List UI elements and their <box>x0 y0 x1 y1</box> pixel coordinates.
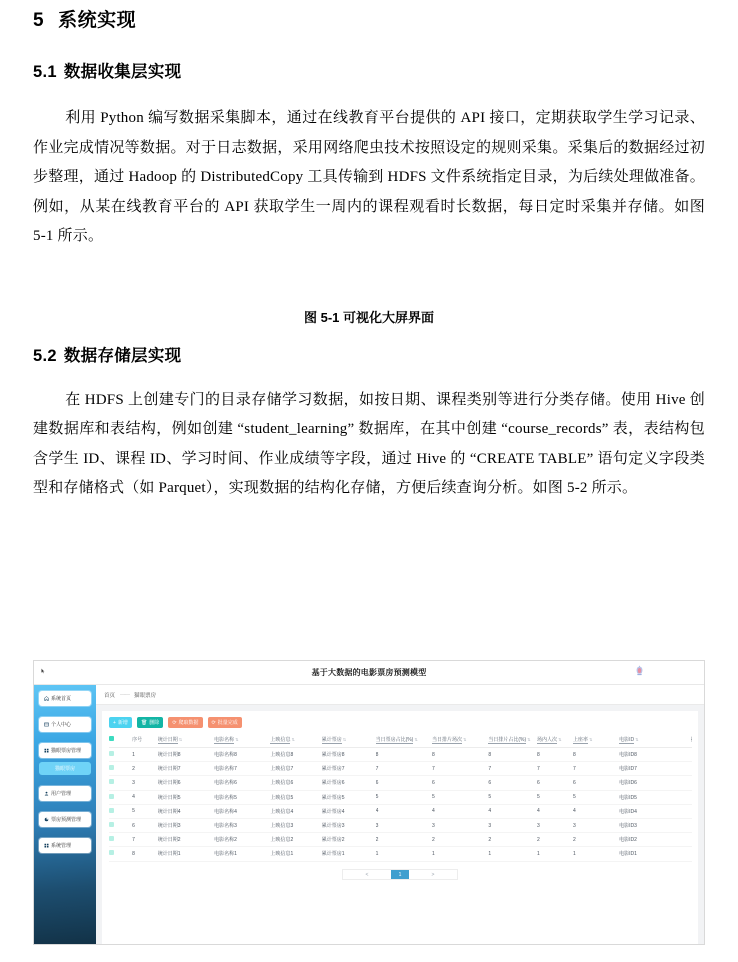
cell-day-shows: 2 <box>432 833 488 847</box>
sidebar-item-system-management[interactable] <box>39 838 91 853</box>
cell-no: 3 <box>132 776 158 790</box>
table-row <box>109 748 691 762</box>
column-header-day-show-ratio[interactable] <box>488 736 537 748</box>
column-label: 电影名称 <box>214 737 235 743</box>
cell-day-shows: 3 <box>432 818 488 832</box>
column-label: 当日排片场次 <box>431 737 462 743</box>
section-heading-5-2 <box>33 342 705 370</box>
cell-day-shows: 1 <box>432 847 488 861</box>
table-row <box>109 804 691 818</box>
cell-day-show-ratio: 7 <box>488 762 537 776</box>
section-title-5-1: 数据收集层实现 <box>63 63 182 81</box>
cell-seat-rate: 6 <box>573 776 619 790</box>
cell-no: 7 <box>132 833 158 847</box>
sidebar-item-profile[interactable] <box>39 717 91 732</box>
column-header-stat-date[interactable] <box>158 736 214 748</box>
row-checkbox[interactable] <box>109 850 114 855</box>
table-header-row <box>109 736 691 748</box>
section-number-5-1: 5.1 <box>33 63 57 81</box>
table-header <box>109 736 691 748</box>
table-row <box>109 818 691 832</box>
chart-icon <box>44 817 49 822</box>
cell-movie-id: 电影ID6 <box>619 776 691 790</box>
add-button[interactable] <box>109 717 132 728</box>
sort-caret-icon: ⇅ <box>342 737 347 742</box>
cell-movie-name: 电影名称1 <box>214 847 270 861</box>
check-icon: ⟳ <box>211 719 216 726</box>
sort-caret-icon: ⇅ <box>635 737 639 742</box>
cell-day-shows: 6 <box>432 776 488 790</box>
cell-day-box-ratio: 7 <box>376 762 432 776</box>
table-row <box>109 847 691 861</box>
row-checkbox-cell[interactable] <box>109 762 132 776</box>
cell-total-box: 累计票房3 <box>322 818 376 832</box>
cell-audience: 3 <box>537 818 573 832</box>
cell-seat-rate: 2 <box>573 833 619 847</box>
cell-release-info: 上映信息7 <box>270 762 321 776</box>
row-checkbox-cell[interactable] <box>109 748 132 762</box>
paragraph-5-1-text: 利用 Python 编写数据采集脚本，通过在线教育平台提供的 API 接口，定期获取学生学习记录、作业完成情况等数据。对于日志数据，采用网络爬虫技术按照设定的规则采集。采集后的数据经过初步整理，通过 Hadoop 的 DistributedCopy 工具传输到 HDFS 文件系统指定目录，为后续处理做准备。例如，从某在线教育平台的 API 获取学生一周内的课程观看时长数据，每日定时采集并存储。如图 5-1 所示。 <box>33 110 705 244</box>
cell-seat-rate: 5 <box>573 790 619 804</box>
cell-movie-name: 电影名称3 <box>214 818 270 832</box>
sort-caret-icon: ⇅ <box>588 737 593 742</box>
breadcrumb <box>96 685 704 705</box>
sidebar-item-user-management[interactable] <box>39 786 91 801</box>
cell-seat-rate: 1 <box>573 847 619 861</box>
row-checkbox[interactable] <box>109 822 114 827</box>
cell-movie-name: 电影名称2 <box>214 833 270 847</box>
cell-audience: 6 <box>537 776 573 790</box>
cell-stat-date: 统计日期8 <box>158 748 214 762</box>
cell-stat-date: 统计日期7 <box>158 762 214 776</box>
sidebar-item-maoyan-box-office-active[interactable] <box>39 762 91 775</box>
cell-day-box-ratio: 2 <box>376 833 432 847</box>
cell-day-shows: 8 <box>432 748 488 762</box>
column-header-seat-rate[interactable] <box>573 736 619 748</box>
sort-caret-icon: ⇅ <box>527 737 531 742</box>
cell-release-info: 上映信息3 <box>270 818 321 832</box>
paragraph-5-2-text: 在 HDFS 上创建专门的目录存储学习数据，如按日期、课程类别等进行分类存储。使用 Hive 创建数据库和表结构，例如创建 “student_learning” 数据库，在其中创建 “course_records” 表，表结构包含学生 ID、课程 ID、学习时间、作业成绩等字段，通过 Hive 的 “CREATE TABLE” 语句定义字段类型和存储格式（如 Parquet），实现数据的结构化存储，方便后续查询分析。如图 5-2 所示。 <box>33 391 705 496</box>
box-office-table <box>109 736 691 862</box>
breadcrumb-home[interactable]: 首页 <box>104 692 116 699</box>
delete-button-label: 删除 <box>149 720 160 726</box>
section-number-5-2: 5.2 <box>33 346 57 365</box>
cell-audience: 7 <box>537 762 573 776</box>
cell-day-shows: 7 <box>432 762 488 776</box>
cell-day-show-ratio: 8 <box>488 748 537 762</box>
column-label: 当日票房占比(%) <box>375 737 414 743</box>
embedded-app-screenshot <box>33 660 705 945</box>
row-checkbox[interactable] <box>109 836 114 841</box>
content-panel <box>102 711 698 944</box>
sidebar-item-prediction-management[interactable] <box>39 812 91 827</box>
cell-stat-date: 统计日期6 <box>158 776 214 790</box>
table-row <box>109 762 691 776</box>
app-main <box>96 685 704 944</box>
cell-movie-id: 电影ID2 <box>619 833 691 847</box>
cell-stat-date: 统计日期1 <box>158 847 214 861</box>
column-header-movie-id[interactable] <box>619 736 691 748</box>
cell-movie-name: 电影名称7 <box>214 762 270 776</box>
cell-seat-rate: 8 <box>573 748 619 762</box>
cell-seat-rate: 7 <box>573 762 619 776</box>
plus-icon: + <box>113 719 116 726</box>
cell-movie-name: 电影名称6 <box>214 776 270 790</box>
cell-audience: 5 <box>537 790 573 804</box>
app-sidebar <box>34 685 96 944</box>
sidebar-item-label: 猫眼票房管理 <box>51 748 82 754</box>
sidebar-item-label: 个人中心 <box>51 722 72 728</box>
table-body <box>109 748 691 862</box>
home-icon <box>44 696 49 701</box>
column-label: 累计票房 <box>321 737 342 743</box>
cell-release-info: 上映信息6 <box>270 776 321 790</box>
column-header-total-box[interactable] <box>322 736 376 748</box>
cell-total-box: 累计票房2 <box>322 833 376 847</box>
column-label: 场内人次 <box>537 737 558 743</box>
section-heading-5-1 <box>33 58 705 86</box>
cell-day-box-ratio: 3 <box>376 818 432 832</box>
column-header-no: 序号 <box>132 736 158 748</box>
add-button-label: 新增 <box>117 720 128 726</box>
app-title: 基于大数据的电影票房预测模型 <box>311 668 427 677</box>
cell-seat-rate: 4 <box>573 804 619 818</box>
batch-button-label: 批量完成 <box>217 720 238 726</box>
row-checkbox-cell[interactable] <box>109 818 132 832</box>
cell-movie-id: 电影ID3 <box>619 818 691 832</box>
cell-movie-id: 电影ID5 <box>619 790 691 804</box>
cell-movie-id: 电影ID7 <box>619 762 691 776</box>
row-checkbox-cell[interactable] <box>109 847 132 861</box>
row-checkbox-cell[interactable] <box>109 833 132 847</box>
column-label: 上座率 <box>572 737 588 743</box>
cell-stat-date: 统计日期5 <box>158 790 214 804</box>
grid-icon <box>44 748 49 753</box>
row-checkbox[interactable] <box>109 808 114 813</box>
row-checkbox[interactable] <box>109 794 114 799</box>
cell-day-show-ratio: 1 <box>488 847 537 861</box>
row-checkbox-cell[interactable] <box>109 790 132 804</box>
cell-total-box: 累计票房7 <box>322 762 376 776</box>
pagination-next[interactable]: > <box>431 871 435 878</box>
cell-audience: 1 <box>537 847 573 861</box>
cell-total-box: 累计票房4 <box>322 804 376 818</box>
column-header-movie-name[interactable] <box>214 736 270 748</box>
cell-no: 5 <box>132 804 158 818</box>
pagination-page-1[interactable]: 1 <box>391 870 409 879</box>
cell-day-show-ratio: 4 <box>488 804 537 818</box>
row-checkbox-cell[interactable] <box>109 804 132 818</box>
cell-day-shows: 5 <box>432 790 488 804</box>
cell-total-box: 累计票房5 <box>322 790 376 804</box>
sidebar-item-label: 猫眼票房 <box>54 766 75 772</box>
cell-total-box: 累计票房1 <box>322 847 376 861</box>
cell-release-info: 上映信息4 <box>270 804 321 818</box>
cell-release-info: 上映信息1 <box>270 847 321 861</box>
cell-day-box-ratio: 5 <box>376 790 432 804</box>
cell-movie-id: 电影ID4 <box>619 804 691 818</box>
paragraph-5-2 <box>33 386 705 504</box>
sidebar-item-label: 系统管理 <box>51 843 72 849</box>
row-checkbox[interactable] <box>109 779 114 784</box>
pagination <box>109 862 691 888</box>
column-header-day-box-ratio[interactable] <box>376 736 432 748</box>
cell-no: 6 <box>132 818 158 832</box>
sort-caret-icon: ⇅ <box>291 737 295 742</box>
cell-release-info: 上映信息2 <box>270 833 321 847</box>
breadcrumb-current: 猫眼票房 <box>134 692 157 699</box>
table-row <box>109 833 691 847</box>
cell-no: 1 <box>132 748 158 762</box>
cell-stat-date: 统计日期4 <box>158 804 214 818</box>
chapter-heading <box>33 0 705 36</box>
select-all-checkbox[interactable] <box>109 736 114 741</box>
row-checkbox[interactable] <box>109 751 114 756</box>
breadcrumb-separator: —— <box>120 691 130 698</box>
cell-stat-date: 统计日期3 <box>158 818 214 832</box>
pagination-prev[interactable]: < <box>365 871 369 878</box>
sidebar-item-label: 系统首页 <box>51 696 72 702</box>
cell-movie-id: 电影ID1 <box>619 847 691 861</box>
grid-icon <box>44 843 49 848</box>
sort-caret-icon: ⇅ <box>235 737 239 742</box>
cell-day-show-ratio: 3 <box>488 818 537 832</box>
select-all-header[interactable] <box>109 736 132 748</box>
user-avatar-icon[interactable] <box>633 665 646 680</box>
sidebar-item-label: 票房预测管理 <box>51 817 82 823</box>
sort-caret-icon: ⇅ <box>178 737 183 742</box>
cell-audience: 4 <box>537 804 573 818</box>
row-checkbox[interactable] <box>109 765 114 770</box>
cell-stat-date: 统计日期2 <box>158 833 214 847</box>
pagination-box <box>342 869 458 880</box>
person-icon <box>44 791 49 796</box>
cell-total-box: 累计票房6 <box>322 776 376 790</box>
sidebar-item-label: 用户管理 <box>51 791 72 797</box>
cell-day-box-ratio: 1 <box>376 847 432 861</box>
cell-day-box-ratio: 8 <box>376 748 432 762</box>
user-card-icon <box>44 722 49 727</box>
column-label: 统计日期 <box>157 737 178 743</box>
section-title-5-2: 数据存储层实现 <box>63 346 182 365</box>
column-header-release-info[interactable] <box>270 736 321 748</box>
figure-caption-5-1: 图 5-1 可视化大屏界面 <box>303 309 434 325</box>
table-row <box>109 790 691 804</box>
sidebar-item-maoyan-box-office-mgmt[interactable] <box>39 743 91 758</box>
column-label: 电影ID <box>619 737 635 743</box>
paragraph-5-1 <box>33 104 705 252</box>
cell-day-shows: 4 <box>432 804 488 818</box>
cell-no: 2 <box>132 762 158 776</box>
cell-release-info: 上映信息8 <box>270 748 321 762</box>
sidebar-item-home[interactable] <box>39 691 91 706</box>
cell-movie-name: 电影名称8 <box>214 748 270 762</box>
cell-day-show-ratio: 6 <box>488 776 537 790</box>
crawl-data-button[interactable] <box>168 717 202 728</box>
cell-movie-name: 电影名称4 <box>214 804 270 818</box>
sort-caret-icon: ⇅ <box>558 737 562 742</box>
row-checkbox-cell[interactable] <box>109 776 132 790</box>
cell-no: 4 <box>132 790 158 804</box>
column-header-audience[interactable] <box>537 736 573 748</box>
chapter-title: 系统实现 <box>58 10 137 31</box>
crawl-button-label: 爬取数据 <box>178 720 199 726</box>
cell-audience: 2 <box>537 833 573 847</box>
batch-complete-button[interactable] <box>208 717 242 728</box>
table-row <box>109 776 691 790</box>
trash-icon: 🗑 <box>140 719 148 726</box>
cell-day-show-ratio: 5 <box>488 790 537 804</box>
sort-caret-icon: ⇅ <box>414 737 418 742</box>
refresh-icon: ⟳ <box>172 719 177 726</box>
cell-release-info: 上映信息5 <box>270 790 321 804</box>
cell-audience: 8 <box>537 748 573 762</box>
cell-total-box: 累计票房8 <box>322 748 376 762</box>
table-toolbar <box>109 717 691 728</box>
cell-movie-id: 电影ID8 <box>619 748 691 762</box>
column-label: 上映信息 <box>270 737 291 743</box>
cell-day-box-ratio: 6 <box>376 776 432 790</box>
cell-day-box-ratio: 4 <box>376 804 432 818</box>
cell-movie-name: 电影名称5 <box>214 790 270 804</box>
column-label: 当日排片占比(%) <box>488 737 527 743</box>
chapter-number: 5 <box>33 10 45 31</box>
cell-seat-rate: 3 <box>573 818 619 832</box>
column-header-day-shows[interactable] <box>432 736 488 748</box>
app-header <box>34 661 704 685</box>
app-body <box>34 685 704 944</box>
cell-no: 8 <box>132 847 158 861</box>
cell-day-show-ratio: 2 <box>488 833 537 847</box>
sort-caret-icon: ⇅ <box>462 737 467 742</box>
delete-button[interactable] <box>137 717 163 728</box>
